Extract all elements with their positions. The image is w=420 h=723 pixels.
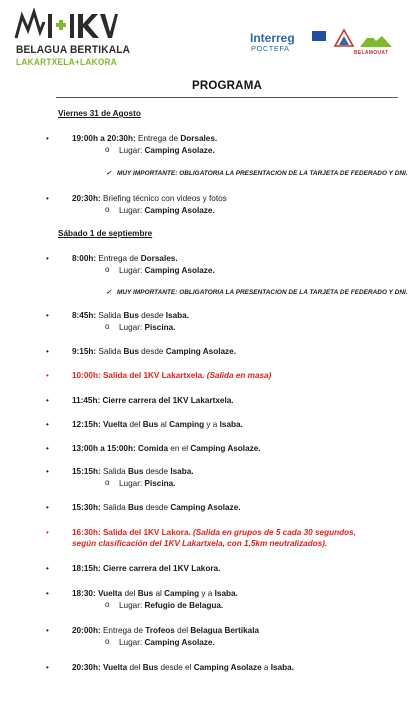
- important-note: ✓ MUY IMPORTANTE: OBLIGATORIA LA PRESENTACION DE LA TARJETA DE FEDERADO Y DNI.: [117, 169, 408, 179]
- location-line: o Lugar: Piscina.: [119, 479, 175, 489]
- list-item: • 11:45h: Cierre carrera del 1KV Lakartxela.: [72, 396, 234, 406]
- interreg-logo-text: Interreg: [250, 31, 295, 45]
- logo-line-1: BELAGUA BERTIKALA: [16, 44, 131, 56]
- list-item: • 15:15h: Salida Bus desde Isaba.: [72, 467, 194, 477]
- logo-line-2: LAKARTXELA+LAKORA: [16, 57, 118, 67]
- location-line: o Lugar: Camping Asolaze.: [119, 266, 215, 276]
- belmouat-logo-text: BELAMOUAT: [354, 50, 389, 56]
- list-item: • 12:15h: Vuelta del Bus al Camping y a Isaba.: [72, 420, 243, 430]
- list-item: • 10:00h: Salida del 1KV Lakartxela. (Salida en masa): [72, 371, 271, 381]
- list-item: • 9:15h: Salida Bus desde Camping Asolaze.: [72, 347, 236, 357]
- belmouat-logo-icon: [358, 31, 394, 49]
- day-heading-saturday: Sábado 1 de septiembre: [58, 229, 153, 238]
- list-item: • 20:00h: Entrega de Trofeos del Belagua Bertikala: [72, 626, 259, 636]
- list-item: • 13:00h a 15:00h: Comida en el Camping Asolaze.: [72, 444, 261, 454]
- list-item: • 8:45h: Salida Bus desde Isaba.: [72, 311, 189, 321]
- logo-mountain-icon: [14, 8, 118, 42]
- list-item-continuation: según clasificación del 1KV Lakartxela, con 1,5km neutralizados).: [72, 539, 328, 548]
- mountain-emblem-icon: [333, 28, 355, 50]
- location-line: o Lugar: Camping Asolaze.: [119, 146, 215, 156]
- title-bar: [56, 80, 398, 98]
- list-item: • 20:30h: Vuelta del Bus desde el Camping Asolaze a Isaba.: [72, 663, 294, 673]
- poctefa-logo-text: POCTEFA: [251, 44, 290, 53]
- important-note: ✓ MUY IMPORTANTE: OBLIGATORIA LA PRESENTACION DE LA TARJETA DE FEDERADO Y DNI.: [117, 288, 408, 298]
- list-item: • 20:30h: Briefing técnico con videos y fotos: [72, 194, 227, 204]
- list-item: • 18:15h: Cierre carrera del 1KV Lakora.: [72, 564, 220, 574]
- eu-flag-icon: [312, 31, 326, 41]
- page-title: PROGRAMA: [192, 80, 262, 92]
- belagua-bertikala-logo: [14, 8, 131, 68]
- list-item: • 8:00h: Entrega de Dorsales.: [72, 254, 178, 264]
- partner-logos: [250, 28, 410, 58]
- document-header: [0, 0, 420, 76]
- location-line: o Lugar: Camping Asolaze.: [119, 206, 215, 216]
- location-line: o Lugar: Refugio de Belagua.: [119, 601, 223, 611]
- list-item: • 19:00h a 20:30h: Entrega de Dorsales.: [72, 134, 217, 144]
- list-item: • 15:30h: Salida Bus desde Camping Asolaze.: [72, 503, 241, 513]
- day-heading-friday: Viernes 31 de Agosto: [58, 109, 141, 118]
- location-line: o Lugar: Camping Asolaze.: [119, 638, 215, 648]
- list-item: • 18:30: Vuelta del Bus al Camping y a Isaba.: [72, 589, 238, 599]
- list-item: • 16:30h: Salida del 1KV Lakora. (Salida en grupos de 5 cada 30 segundos,: [72, 528, 356, 538]
- location-line: o Lugar: Piscina.: [119, 323, 175, 333]
